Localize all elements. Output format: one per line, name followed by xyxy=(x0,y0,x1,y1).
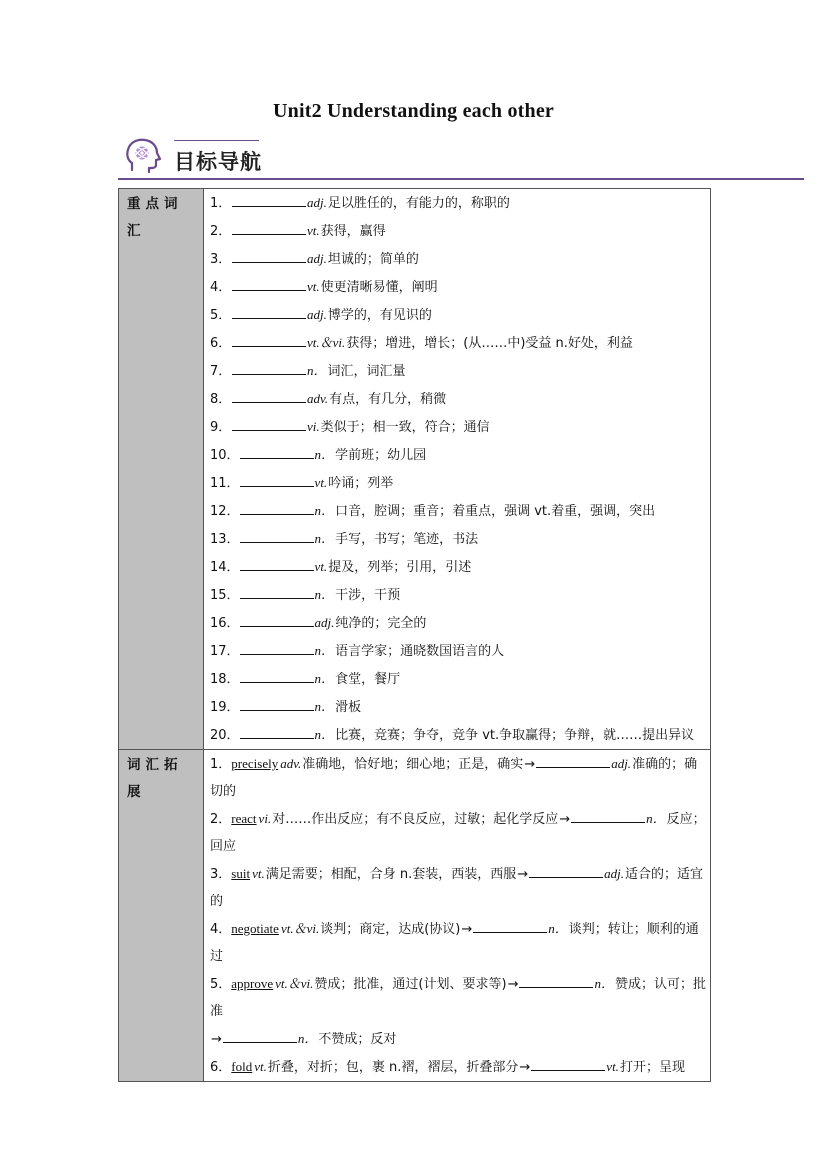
answer-blank[interactable] xyxy=(536,755,610,768)
arrow-icon: → xyxy=(524,757,536,772)
target-part-of-speech: vt. xyxy=(606,1059,619,1074)
target-part-of-speech: n． xyxy=(297,1031,318,1046)
item-number: 14． xyxy=(210,560,240,575)
vocab-item xyxy=(210,693,706,721)
vocab-item xyxy=(210,665,706,693)
vocab-item xyxy=(210,385,706,413)
answer-blank[interactable] xyxy=(223,1030,297,1043)
vocab-item xyxy=(210,413,706,441)
category-key-vocab: 重点词汇 xyxy=(119,189,204,750)
item-number: 1． xyxy=(210,757,232,772)
item-number: 4． xyxy=(210,922,232,937)
head-brain-icon xyxy=(124,136,164,176)
item-number: 11． xyxy=(210,476,240,491)
item-number: 2． xyxy=(210,224,232,239)
target-part-of-speech: n． xyxy=(594,976,614,991)
section-header-topline xyxy=(174,140,259,141)
part-of-speech: vt. xyxy=(307,223,320,238)
item-number: 19． xyxy=(210,700,240,715)
part-of-speech: n． xyxy=(314,503,335,518)
arrow-icon: → xyxy=(517,867,529,882)
target-meaning: 准确的；确切的 xyxy=(210,757,698,799)
base-word: react xyxy=(231,811,257,826)
item-number: 6． xyxy=(210,1060,232,1075)
item-number: 18． xyxy=(210,672,240,687)
item-meaning: 准确地，恰好地；细心地；正是，确实 xyxy=(302,757,524,772)
item-meaning: 足以胜任的，有能力的，称职的 xyxy=(327,196,510,211)
item-meaning: 学前班；幼儿园 xyxy=(335,448,427,463)
target-meaning: 反应；回应 xyxy=(210,812,706,854)
item-meaning: 获得；增进，增长；(从……中)受益 n.好处，利益 xyxy=(346,336,633,351)
expansion-item xyxy=(210,1025,706,1053)
vocab-row xyxy=(119,189,711,750)
arrow-icon: → xyxy=(559,812,571,827)
answer-blank[interactable] xyxy=(473,920,547,933)
item-meaning: 食堂，餐厅 xyxy=(335,672,401,687)
item-meaning: 手写，书写；笔迹，书法 xyxy=(335,532,479,547)
answer-blank[interactable] xyxy=(232,222,306,235)
item-number: 5． xyxy=(210,308,232,323)
part-of-speech: vt. xyxy=(254,1059,267,1074)
item-number: 5． xyxy=(210,977,232,992)
item-meaning: 口音，腔调；重音；着重点，强调 vt.着重，强调，突出 xyxy=(335,504,656,519)
part-of-speech: vt.＆vi. xyxy=(275,976,314,991)
item-meaning: 有点，有几分，稍微 xyxy=(329,392,447,407)
part-of-speech: adj. xyxy=(307,195,327,210)
item-meaning: 纯净的；完全的 xyxy=(335,616,427,631)
item-meaning: 比赛，竞赛；争夺，竞争 vt.争取赢得；争辩，就……提出异议 xyxy=(335,728,695,743)
item-meaning: 博学的，有见识的 xyxy=(327,308,432,323)
part-of-speech: n． xyxy=(314,531,335,546)
answer-blank[interactable] xyxy=(529,865,603,878)
item-meaning: 坦诚的；简单的 xyxy=(327,252,419,267)
vocab-item xyxy=(210,245,706,273)
vocab-item xyxy=(210,721,706,749)
answer-blank[interactable] xyxy=(240,614,314,627)
answer-blank[interactable] xyxy=(240,530,314,543)
item-number: 7． xyxy=(210,364,232,379)
answer-blank[interactable] xyxy=(240,586,314,599)
vocab-item xyxy=(210,553,706,581)
part-of-speech: vt. xyxy=(252,866,265,881)
target-meaning: 不赞成；反对 xyxy=(318,1032,397,1047)
part-of-speech: adv. xyxy=(307,391,329,406)
item-meaning: 滑板 xyxy=(335,700,362,715)
target-meaning: 赞成；认可；批准 xyxy=(210,977,707,1019)
base-word: approve xyxy=(231,976,274,991)
answer-blank[interactable] xyxy=(232,278,306,291)
vocab-item xyxy=(210,609,706,637)
part-of-speech: n． xyxy=(314,727,335,742)
expansion-item xyxy=(210,805,706,860)
target-part-of-speech: adj. xyxy=(604,866,625,881)
answer-blank[interactable] xyxy=(240,446,314,459)
part-of-speech: vt. xyxy=(314,475,328,490)
expansion-row xyxy=(119,750,711,1082)
item-number: 1． xyxy=(210,196,232,211)
part-of-speech: vt.＆vi. xyxy=(307,335,346,350)
vocab-item xyxy=(210,329,706,357)
target-meaning: 谈判；转让；顺利的通过 xyxy=(210,922,699,964)
item-meaning: 吟诵；列举 xyxy=(328,476,394,491)
item-meaning: 折叠，对折；包，裹 n.褶，褶层，折叠部分 xyxy=(267,1060,519,1075)
target-part-of-speech: n． xyxy=(548,921,568,936)
item-number: 20． xyxy=(210,728,240,743)
item-meaning: 对……作出反应；有不良反应，过敏；起化学反应 xyxy=(272,812,559,827)
item-meaning: 提及，列举；引用，引述 xyxy=(328,560,472,575)
item-number: 3． xyxy=(210,867,232,882)
vocab-item xyxy=(210,217,706,245)
answer-blank[interactable] xyxy=(232,250,306,263)
item-number: 8． xyxy=(210,392,232,407)
part-of-speech: adj. xyxy=(307,251,327,266)
base-word: fold xyxy=(231,1059,253,1074)
item-number: 3． xyxy=(210,252,232,267)
item-number: 6． xyxy=(210,336,232,351)
item-number: 17． xyxy=(210,644,240,659)
vocab-item xyxy=(210,581,706,609)
vocab-item xyxy=(210,357,706,385)
target-meaning: 打开；呈现 xyxy=(619,1060,685,1075)
item-meaning: 干涉，干预 xyxy=(335,588,401,603)
arrow-icon: → xyxy=(461,922,473,937)
target-meaning: 适合的；适宜的 xyxy=(210,867,704,909)
part-of-speech: adv. xyxy=(280,756,302,771)
item-number: 2． xyxy=(210,812,232,827)
base-word: negotiate xyxy=(231,921,279,936)
answer-blank[interactable] xyxy=(232,362,306,375)
target-part-of-speech: n． xyxy=(646,811,666,826)
part-of-speech: adj. xyxy=(307,307,327,322)
answer-blank[interactable] xyxy=(240,558,314,571)
vocab-item xyxy=(210,525,706,553)
part-of-speech: vt. xyxy=(307,279,320,294)
vocab-item xyxy=(210,301,706,329)
item-number: 15． xyxy=(210,588,240,603)
item-meaning: 谈判；商定，达成(协议) xyxy=(320,922,461,937)
part-of-speech: n． xyxy=(314,447,335,462)
part-of-speech: adj. xyxy=(314,615,335,630)
answer-blank[interactable] xyxy=(232,390,306,403)
answer-blank[interactable] xyxy=(240,726,314,739)
item-meaning: 词汇，词汇量 xyxy=(327,364,406,379)
part-of-speech: n． xyxy=(307,363,327,378)
answer-blank[interactable] xyxy=(240,698,314,711)
base-word: precisely xyxy=(231,756,279,771)
answer-blank[interactable] xyxy=(240,670,314,683)
part-of-speech: n． xyxy=(314,671,335,686)
item-number: 4． xyxy=(210,280,232,295)
expansion-item xyxy=(210,915,706,970)
item-meaning: 语言学家；通晓数国语言的人 xyxy=(335,644,505,659)
item-number: 10． xyxy=(210,448,240,463)
expansion-item xyxy=(210,860,706,915)
section-title: 目标导航 xyxy=(174,150,262,174)
answer-blank[interactable] xyxy=(571,810,645,823)
arrow-icon: → xyxy=(507,977,519,992)
expansion-item xyxy=(210,750,706,805)
answer-blank[interactable] xyxy=(240,474,314,487)
item-meaning: 满足需要；相配，合身 n.套装，西装，西服 xyxy=(265,867,517,882)
vocab-item xyxy=(210,497,706,525)
expansion-list xyxy=(204,750,711,1082)
answer-blank[interactable] xyxy=(232,306,306,319)
vocab-item xyxy=(210,441,706,469)
answer-blank[interactable] xyxy=(240,502,314,515)
arrow-icon: → xyxy=(519,1060,531,1075)
page-title: Unit2 Understanding each other xyxy=(272,100,554,122)
answer-blank[interactable] xyxy=(519,975,593,988)
item-meaning: 赞成；批准，通过(计划、要求等) xyxy=(314,977,507,992)
answer-blank[interactable] xyxy=(240,642,314,655)
answer-blank[interactable] xyxy=(232,334,306,347)
item-number: 13． xyxy=(210,532,240,547)
vocab-item xyxy=(210,273,706,301)
part-of-speech: vt. xyxy=(314,559,328,574)
item-number: 16． xyxy=(210,616,240,631)
part-of-speech: vi. xyxy=(307,419,320,434)
answer-blank[interactable] xyxy=(531,1058,605,1071)
vocab-item xyxy=(210,189,706,217)
arrow-icon: → xyxy=(211,1032,222,1047)
answer-blank[interactable] xyxy=(232,194,306,207)
category-vocab-expansion: 词汇拓展 xyxy=(119,750,204,1082)
expansion-item xyxy=(210,1053,706,1081)
item-meaning: 使更清晰易懂，阐明 xyxy=(320,280,438,295)
item-meaning: 类似于；相一致，符合；通信 xyxy=(320,420,490,435)
vocab-item xyxy=(210,469,706,497)
answer-blank[interactable] xyxy=(232,418,306,431)
vocab-item xyxy=(210,637,706,665)
part-of-speech: n． xyxy=(314,699,335,714)
section-divider xyxy=(118,178,804,180)
item-meaning: 获得，赢得 xyxy=(320,224,386,239)
item-number: 9． xyxy=(210,420,232,435)
vocab-list xyxy=(204,189,711,750)
part-of-speech: vt.＆vi. xyxy=(280,921,320,936)
item-number: 12． xyxy=(210,504,240,519)
base-word: suit xyxy=(231,866,251,881)
part-of-speech: n． xyxy=(314,643,335,658)
part-of-speech: n． xyxy=(314,587,335,602)
target-part-of-speech: adj. xyxy=(611,756,632,771)
vocab-table xyxy=(118,188,711,1082)
part-of-speech: vi. xyxy=(258,811,272,826)
expansion-item xyxy=(210,970,706,1025)
